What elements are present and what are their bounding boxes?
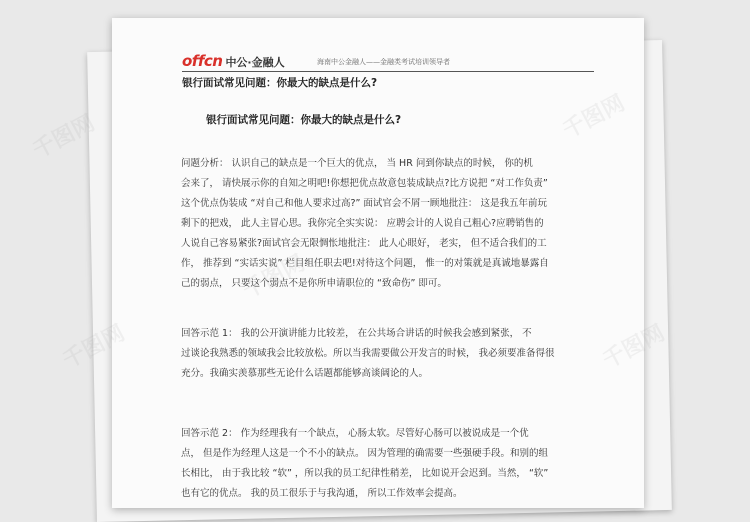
offcn-logo xyxy=(182,51,285,70)
text-line: 也有它的优点。 我的员工很乐于与我沟通， 所以工作效率会提高。 xyxy=(181,488,463,499)
text-line: 回答示范 1： 我的公开演讲能力比较差， 在公共场合讲话的时候我会感到紧张， 不 xyxy=(181,328,532,339)
text-line: 回答示范 2： 作为经理我有一个缺点， 心肠太软。尽管好心肠可以被说成是一个优 xyxy=(181,428,529,439)
header-divider xyxy=(182,71,594,72)
text-line: 人说自己容易紧张?面试官会无限惆怅地批注： 此人心眼好， 老实， 但不适合我们的工 xyxy=(181,238,547,249)
text-line: 作， 推荐到 “实话实说” 栏目组任职去吧!对待这个问题， 惟一的对策就是真诚地暴露自 xyxy=(181,258,549,269)
paragraph-answer-1 xyxy=(181,324,611,384)
text-line: 剩下的把戏， 此人主冒心思。我你完全实实说： 应聘会计的人说自己粗心?应聘销售的 xyxy=(181,218,544,229)
header-subtitle: 海南中公金融人——金融类考试培训领导者 xyxy=(317,58,450,66)
document-title: 银行面试常见问题：你最大的缺点是什么? xyxy=(206,114,402,126)
text-line: 长相比， 由于我比较 “软” ，所以我的员工纪律性稍差， 比如说开会迟到。当然， “软” xyxy=(181,468,549,479)
header-title: 银行面试常见问题：你最大的缺点是什么? xyxy=(182,77,378,89)
text-line: 问题分析： 认识自己的缺点是一个巨大的优点， 当 HR 问到你缺点的时候， 你的机 xyxy=(181,158,533,169)
logo-text: 中公·金融人 xyxy=(225,56,285,69)
page-header xyxy=(182,51,602,71)
paragraph-answer-2 xyxy=(181,424,611,504)
document-page xyxy=(112,18,644,508)
watermark: 千图网 xyxy=(28,110,99,164)
text-line: 会来了， 请快展示你的自知之明吧!你想把优点故意包装成缺点?比方说把 “对工作负责” xyxy=(181,178,548,189)
text-line: 点， 但是作为经理人这是一个不小的缺点。 因为管理的确需要一些强硬手段。和别的组 xyxy=(181,448,549,459)
logo-mark: offcn xyxy=(182,52,223,70)
text-line: 充分。我确实羡慕那些无论什么话题都能够高谈阔论的人。 xyxy=(181,368,429,379)
text-line: 己的弱点， 只要这个弱点不是你所申请职位的 “致命伤” 即可。 xyxy=(181,278,447,289)
text-line: 这个优点伪装成 “对自己和他人要求过高?” 面试官会不屑一顾地批注： 这是我五年前玩 xyxy=(181,198,547,209)
text-line: 过谈论我熟悉的领域我会比较放松。所以当我需要做公开发言的时候， 我必须要准备得很 xyxy=(181,348,555,359)
paragraph-analysis xyxy=(181,154,611,294)
